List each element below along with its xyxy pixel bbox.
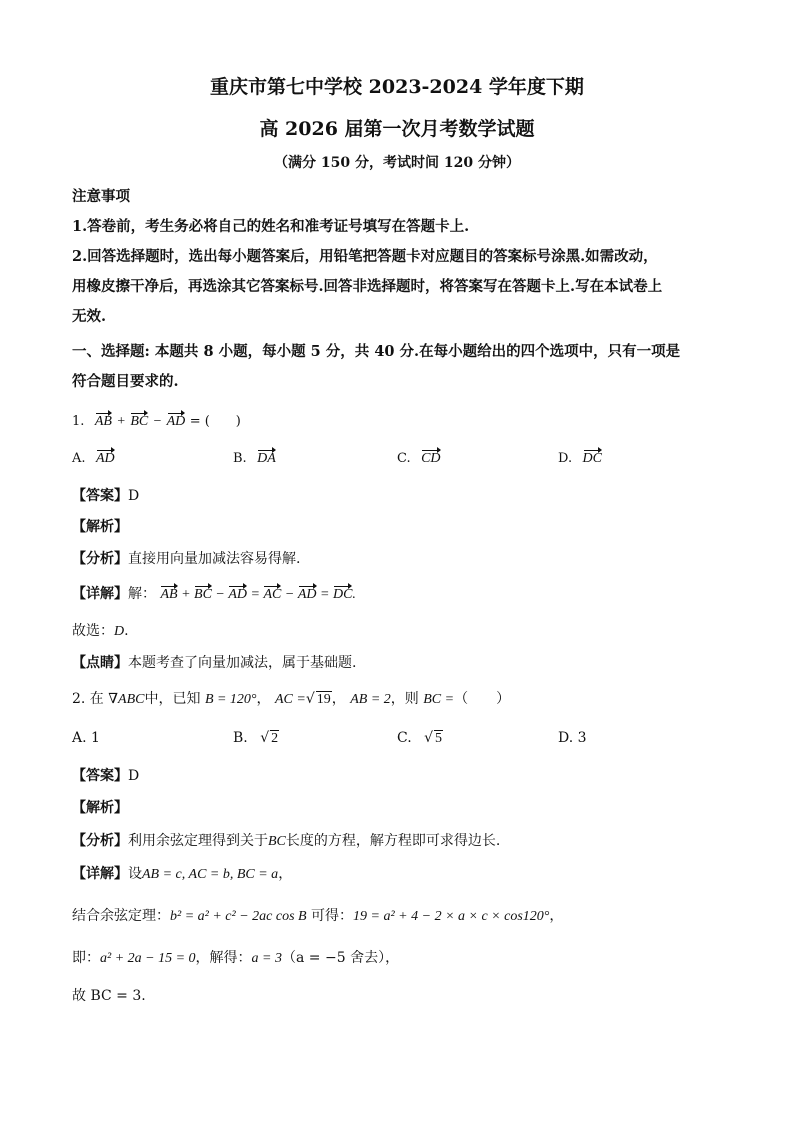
- exam-title-line1: 重庆市第七中学校 2023-2024 学年度下期: [210, 76, 584, 98]
- q1-option-b: [233, 450, 276, 467]
- q1-analysis-tag: [72, 516, 128, 536]
- q1-answer-tag: 【答案】: [72, 488, 128, 504]
- q1-option-c-vector: CD: [421, 451, 441, 466]
- q2-fenxi: [72, 830, 500, 850]
- q2-law-mid: 可得：: [311, 908, 354, 924]
- q1-comment-text: 本题考查了向量加减法，属于基础题.: [128, 655, 357, 671]
- q2-angle-b: B = 120°: [204, 692, 257, 707]
- q1-conclusion-value: D: [114, 624, 125, 639]
- q1-number: 1.: [72, 414, 85, 429]
- q2-ji-pre: 即：: [72, 950, 100, 966]
- notice-item-2-line2: 用橡皮擦干净后，再选涂其它答案标号.回答非选择题时，将答案写在答题卡上.写在本试卷上: [72, 278, 663, 295]
- q1-option-a: [72, 450, 115, 467]
- q1-tail: = ( ): [189, 414, 241, 429]
- exam-title-line2: 高 2026 届第一次月考数学试题: [259, 118, 535, 140]
- q2-stem: 2. 在 ∇ABC中，已知 B = 120°， AC =√ 19， AB = 2，则 BC =（ ）: [72, 691, 511, 707]
- q2-fenxi-tag: 【分析】: [72, 833, 128, 849]
- q1-conclusion-text: 故选：: [72, 623, 114, 639]
- q1-detail-vec-ad2: AD: [297, 587, 317, 602]
- q1-option-d-vector: DC: [582, 451, 602, 466]
- q2-ac: AC =: [275, 692, 306, 707]
- q1-detail-tag: 【详解】: [72, 586, 128, 602]
- q1-vector-ab: AB: [94, 414, 112, 429]
- notice-item-2-line1: 2.回答选择题时，选出每小题答案后，用铅笔把答题卡对应题目的答案标号涂黑.如需改动，: [72, 248, 658, 265]
- q1-conclusion: 故选：D.: [72, 623, 129, 639]
- q2-then: ，则: [390, 691, 419, 707]
- q2-detail-tag: 【详解】: [72, 866, 128, 882]
- q1-vector-bc: BC: [130, 414, 149, 429]
- q1-detail: 【详解】解： AB + BC − AD = AC − AD = DC.: [72, 586, 356, 602]
- q1-option-a-vector: AD: [95, 451, 115, 466]
- q2-detail-math: AB = c, AC = b, BC = a: [142, 867, 279, 882]
- q2-answer: [72, 765, 139, 785]
- q2-ji-solution: a = 3: [251, 951, 282, 966]
- q2-fenxi-pre: 利用余弦定理得到关于: [128, 833, 268, 849]
- q1-option-a-label: A.: [72, 451, 86, 466]
- q2-law: 结合余弦定理：b² = a² + c² − 2ac cos B 可得：19 = a² + 4 − 2 × a × c × cos120°，: [72, 908, 564, 924]
- q2-option-b: B. √ 2: [233, 730, 279, 746]
- q1-option-c-label: C.: [397, 451, 411, 466]
- q1-answer-value: D: [128, 488, 140, 504]
- q2-option-b-label: B.: [233, 730, 248, 746]
- q1-answer: [72, 485, 139, 505]
- q2-answer-tag: 【答案】: [72, 768, 128, 784]
- q1-option-d: [558, 450, 602, 467]
- q1-detail-vec-bc: BC: [194, 587, 212, 602]
- q1-stem: [72, 410, 241, 430]
- q2-analysis-label: 【解析】: [72, 800, 128, 816]
- q1-detail-prefix: 解：: [128, 586, 156, 602]
- q2-law-substituted: 19 = a² + 4 − 2 × a × c × cos120°: [353, 909, 550, 924]
- q2-bc: BC =: [423, 692, 455, 707]
- section1-line1: 一、选择题: 本题共 8 小题，每小题 5 分，共 40 分.在每小题给出的四个选项中，只有一项是: [72, 343, 681, 360]
- q1-detail-vec-ab: AB: [160, 587, 178, 602]
- q2-option-c: C. √ 5: [397, 730, 443, 746]
- q2-law-pre: 结合余弦定理：: [72, 908, 170, 924]
- notice-item-1: 1.答卷前，考生务必将自己的姓名和准考证号填写在答题卡上.: [72, 218, 470, 235]
- q1-op2: −: [152, 414, 163, 429]
- q2-tail: （ ）: [454, 691, 511, 707]
- q2-ji-equation: a² + 2a − 15 = 0: [100, 951, 196, 966]
- q2-analysis-tag: [72, 797, 128, 817]
- q2-ji-note: （a = −5 舍去），: [282, 950, 400, 966]
- q2-option-d: D. 3: [558, 730, 587, 746]
- q1-comment: [72, 652, 356, 672]
- q1-fenxi: [72, 548, 300, 568]
- q2-option-a: A. 1: [72, 730, 100, 746]
- q2-number: 2. 在: [72, 691, 104, 707]
- q2-option-c-label: C.: [397, 730, 412, 746]
- q2-final: 故 BC = 3.: [72, 988, 146, 1004]
- q1-detail-vec-dc: DC: [332, 587, 353, 602]
- notice-heading: 注意事项: [72, 188, 130, 205]
- q2-ji: [72, 947, 399, 967]
- q1-option-c: [397, 450, 441, 467]
- q1-fenxi-tag: 【分析】: [72, 551, 128, 567]
- q1-fenxi-text: 直接用向量加减法容易得解.: [128, 551, 301, 567]
- q2-option-b-root: 2: [271, 731, 279, 746]
- exam-subtitle: （满分 150 分，考试时间 120 分钟）: [274, 155, 520, 171]
- q1-option-d-label: D.: [558, 451, 573, 466]
- q2-ac-root: 19: [316, 692, 331, 707]
- q1-vector-ad: AD: [166, 414, 186, 429]
- q2-fenxi-bc: BC: [268, 834, 286, 849]
- q1-option-b-label: B.: [233, 451, 247, 466]
- q2-detail: 【详解】设AB = c, AC = b, BC = a，: [72, 866, 293, 882]
- q1-comment-tag: 【点睛】: [72, 655, 128, 671]
- q2-option-c-root: 5: [435, 731, 443, 746]
- q2-stem-mid: 中，已知: [144, 691, 201, 707]
- section1-line2: 符合题目要求的.: [72, 373, 179, 390]
- q2-fenxi-post: 长度的方程，解方程即可求得边长.: [285, 833, 501, 849]
- q1-detail-vec-ac: AC: [263, 587, 282, 602]
- q2-triangle: ∇ABC: [108, 692, 145, 707]
- q1-detail-vec-ad: AD: [228, 587, 248, 602]
- q1-op1: +: [116, 414, 126, 429]
- q2-ji-mid: ，解得：: [195, 950, 252, 966]
- q2-detail-pre: 设: [128, 866, 142, 882]
- q1-option-b-vector: DA: [257, 451, 276, 466]
- q2-ab: AB = 2: [350, 692, 391, 707]
- q2-law-formula: b² = a² + c² − 2ac cos B: [170, 909, 307, 924]
- notice-item-2-line3: 无效.: [72, 308, 107, 325]
- q2-answer-value: D: [128, 768, 140, 784]
- q1-analysis-label: 【解析】: [72, 519, 128, 535]
